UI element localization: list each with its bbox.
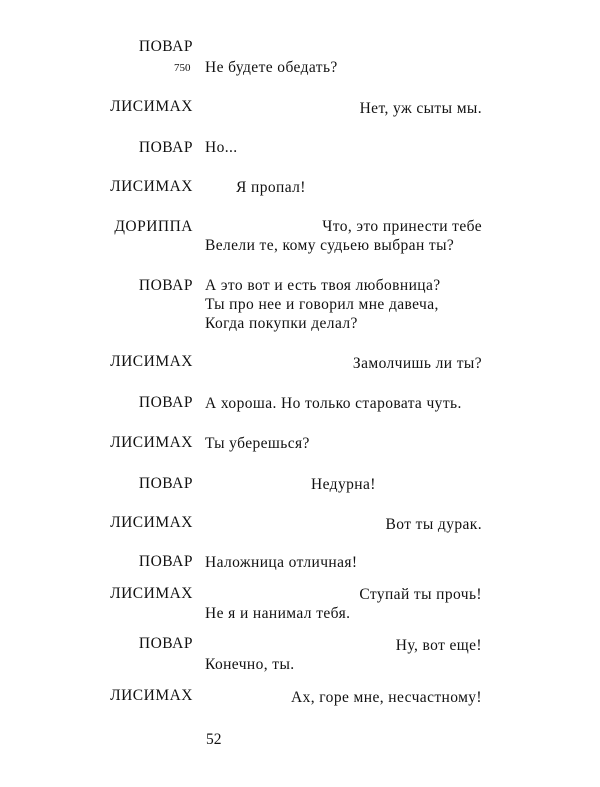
- speaker-name: ПОВАР: [138, 394, 193, 411]
- dialogue-line: Я пропал!: [236, 179, 306, 196]
- speaker-name: ПОВАР: [138, 277, 193, 294]
- dialogue-line: Ну, вот еще!: [395, 637, 482, 654]
- speaker-name: ЛИСИМАХ: [110, 434, 193, 451]
- dialogue-line: Конечно, ты.: [205, 656, 295, 673]
- dialogue-line: Велели те, кому судьею выбран ты?: [205, 237, 455, 254]
- dialogue-line: А хороша. Но только староватa чуть.: [205, 395, 462, 412]
- speaker-name: ПОВАР: [138, 635, 193, 652]
- speaker-name: ЛИСИМАХ: [110, 585, 193, 602]
- dialogue-line: Наложница отличная!: [205, 554, 358, 571]
- dialogue-line: Замолчишь ли ты?: [352, 355, 482, 372]
- dialogue-line: Ты уберешься?: [205, 435, 310, 452]
- dialogue-line: А это вот и есть твоя любовница?: [205, 277, 441, 294]
- dialogue-line: Что, это принести тебе: [322, 218, 482, 235]
- speaker-name: ПОВАР: [138, 38, 193, 55]
- dialogue-line: Нет, уж сыты мы.: [359, 100, 482, 117]
- dialogue-line: Не будете обедать?: [205, 59, 338, 76]
- dialogue-line: Не я и нанимал тебя.: [205, 605, 351, 622]
- speaker-name: ЛИСИМАХ: [110, 98, 193, 115]
- speaker-name: ЛИСИМАХ: [110, 687, 193, 704]
- dialogue-line: Но...: [205, 139, 238, 156]
- speaker-name: ПОВАР: [138, 553, 193, 570]
- dialogue-line: Когда покупки делал?: [205, 315, 358, 332]
- speaker-name: ПОВАР: [138, 139, 193, 156]
- speaker-name: ДОРИППА: [114, 218, 193, 235]
- line-number: 750: [174, 62, 191, 74]
- dialogue-line: Ты про нее и говорил мне давеча,: [205, 296, 439, 313]
- dialogue-line: Недурна!: [311, 476, 376, 493]
- speaker-name: ЛИСИМАХ: [110, 353, 193, 370]
- speaker-name: ПОВАР: [138, 475, 193, 492]
- speaker-name: ЛИСИМАХ: [110, 514, 193, 531]
- dialogue-line: Ах, горе мне, несчастному!: [291, 689, 482, 706]
- speaker-name: ЛИСИМАХ: [110, 178, 193, 195]
- dialogue-line: Вот ты дурак.: [385, 516, 482, 533]
- page-number: 52: [206, 731, 222, 748]
- dialogue-line: Ступай ты прочь!: [359, 586, 482, 603]
